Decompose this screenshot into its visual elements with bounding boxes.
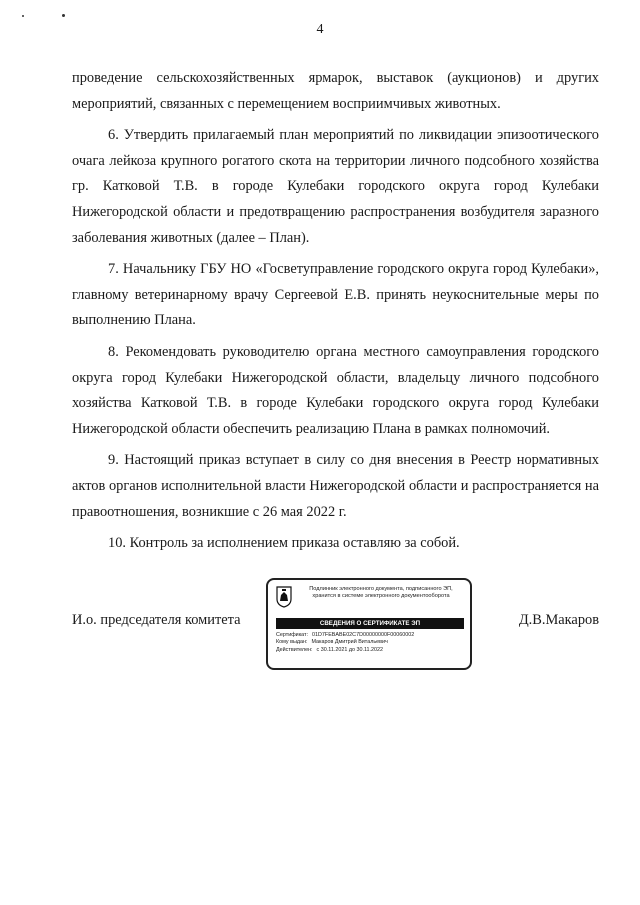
certificate-header: СВЕДЕНИЯ О СЕРТИФИКАТЕ ЭП [276,618,464,629]
signature-block [72,578,599,668]
certificate-label: Сертификат: [276,632,309,638]
paragraph-continuation: проведение сельскохозяйственных ярмарок, выставок (аукционов) и других мероприятий, связанных с перемещением восприимчивых животных. [72,70,599,112]
issued-to-row [276,639,464,646]
scan-speck [62,14,65,17]
signer-name: Д.В.Макаров [518,612,599,628]
certificate-details [276,632,464,654]
paragraph-9: 9. Настоящий приказ вступает в силу со дня внесения в Реестр нормативных актов органов исполнительной власти Нижегородской области и распространяется на правоотношения, возникшие с 26 мая 2022 г. [72,452,599,520]
validity-row [276,647,464,654]
page-number: 4 [316,22,324,37]
stamp-header [276,586,464,616]
paragraph-8: 8. Рекомендовать руководителю органа местного самоуправления городского округа город Кулебаки Нижегородской области, владельцу личного подсобного хозяйства Катковой Т.В. в городе Кулебаки городского округа город Кулебаки Нижегородской области обеспечить реализацию Плана в рамках полномочий. [72,343,599,437]
issued-to-value: Макаров Дмитрий Витальевич [311,639,388,646]
document-body [72,66,599,557]
electronic-signature-stamp [266,578,472,670]
certificate-value: 01D7FEBABE02C7D00000000F00060002 [312,632,415,638]
coat-of-arms-icon [276,586,292,608]
stamp-notice: Подлинник электронного документа, подписанного ЭП, хранится в системе электронного документооборота [309,586,453,599]
validity-value: с 30.11.2021 до 30.11.2022 [316,646,384,653]
scan-speck [22,15,24,17]
paragraph-6: 6. Утвердить прилагаемый план мероприятий по ликвидации эпизоотического очага лейкоза крупного рогатого скота на территории личного подсобного хозяйства гр. Катковой Т.В. в городе Кулебаки городского округа город Кулебаки Нижегородской области и предотвращению распространения возбудителя заразного заболевания животных (далее – План). [72,127,599,246]
validity-label: Действителен: [276,646,313,653]
paragraph-10: 10. Контроль за исполнением приказа оставляю за собой. [108,535,460,552]
paragraph-7: 7. Начальнику ГБУ НО «Госветуправление городского округа город Кулебаки», главному ветеринарному врачу Сергеевой Е.В. принять неукоснительные меры по выполнению Плана. [72,261,599,329]
signer-title: И.о. председателя комитета [72,612,241,628]
issued-to-label: Кому выдан: [276,639,308,646]
